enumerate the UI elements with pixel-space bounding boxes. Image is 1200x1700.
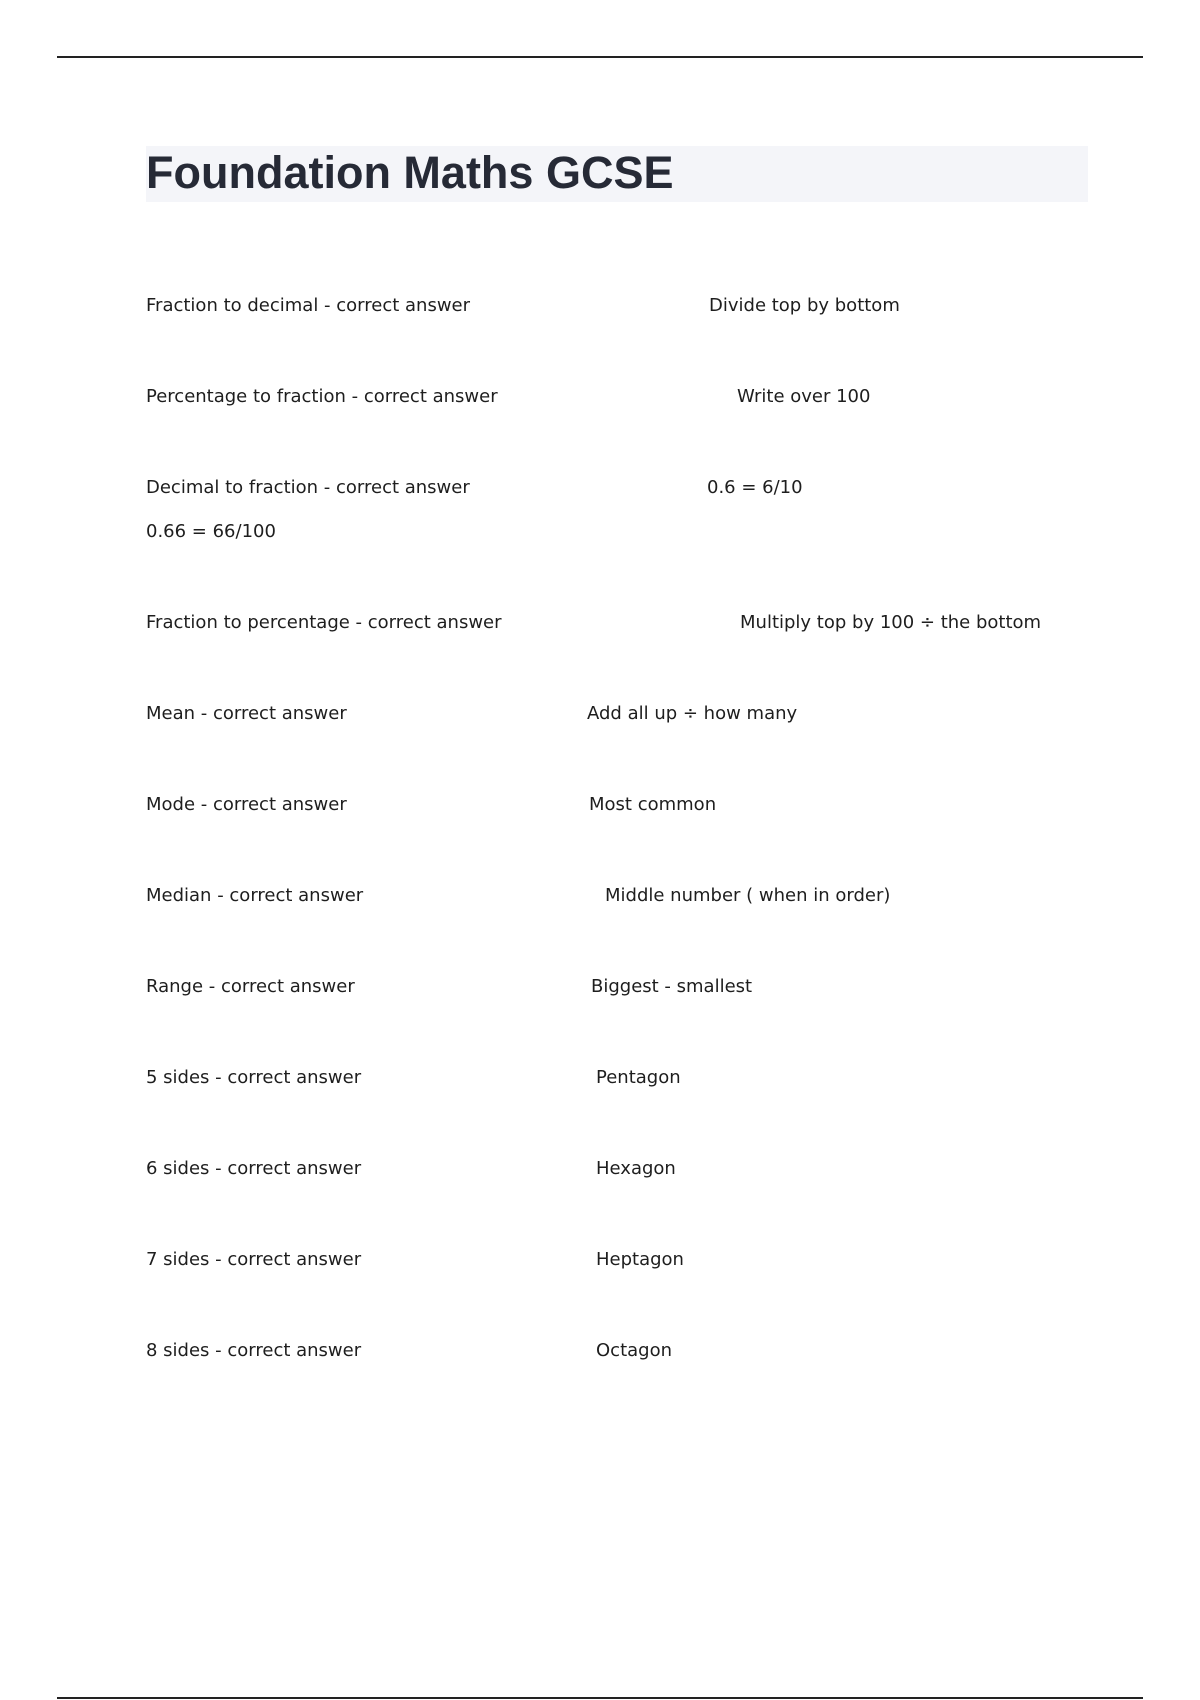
card-answer: Octagon <box>596 1340 672 1361</box>
card-answer: Write over 100 <box>737 386 871 407</box>
card-question: Fraction to decimal - correct answer <box>146 295 471 316</box>
card-question: 8 sides - correct answer <box>146 1340 362 1361</box>
card-question: Decimal to fraction - correct answer <box>146 477 470 498</box>
card-answer: Add all up ÷ how many <box>587 703 798 724</box>
card-question: 6 sides - correct answer <box>146 1158 362 1179</box>
card-answer: Biggest - smallest <box>591 976 753 997</box>
card-answer: Pentagon <box>596 1067 681 1088</box>
card-answer: 0.6 = 6/10 <box>707 477 803 498</box>
card-answer: Middle number ( when in order) <box>605 885 891 906</box>
card-question: 5 sides - correct answer <box>146 1067 362 1088</box>
card-question: Range - correct answer <box>146 976 355 997</box>
card-question: Mean - correct answer <box>146 703 347 724</box>
top-divider <box>57 56 1143 58</box>
card-question: Median - correct answer <box>146 885 364 906</box>
card-answer: Multiply top by 100 ÷ the bottom <box>740 612 1042 633</box>
card-question: Mode - correct answer <box>146 794 347 815</box>
card-question: Percentage to fraction - correct answer <box>146 386 498 407</box>
card-question: 7 sides - correct answer <box>146 1249 362 1270</box>
card-question: Fraction to percentage - correct answer <box>146 612 502 633</box>
card-answer: Hexagon <box>596 1158 676 1179</box>
card-answer: Heptagon <box>596 1249 684 1270</box>
page-title: Foundation Maths GCSE <box>146 147 674 198</box>
card-answer: Divide top by bottom <box>709 295 900 316</box>
card-answer-continued: 0.66 = 66/100 <box>146 521 276 542</box>
bottom-divider <box>57 1697 1143 1699</box>
card-answer: Most common <box>589 794 717 815</box>
